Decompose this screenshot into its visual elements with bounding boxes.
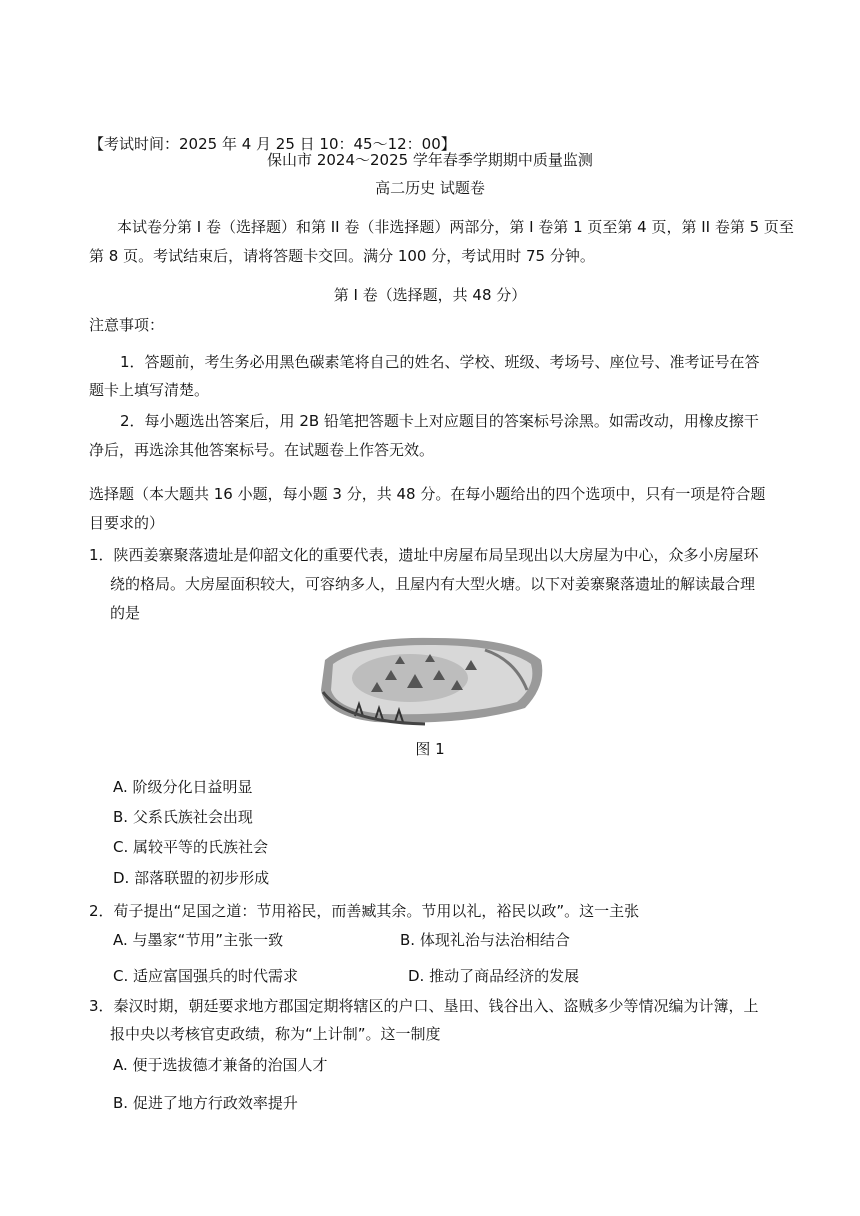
question-2-option-b: B. 体现礼治与法治相结合 [400,931,570,949]
question-1-option-d: D. 部落联盟的初步形成 [113,869,270,887]
notice-line: 题卡上填写清楚。 [89,381,210,399]
question-3-stem: 报中央以考核官吏政绩，称为“上计制”。这一制度 [110,1025,441,1043]
question-3-stem: 3．秦汉时期，朝廷要求地方郡国定期将辖区的户口、垦田、钱谷出入、盗贼多少等情况编为计簿，上 [89,997,759,1015]
exam-time: 【考试时间：2025 年 4 月 25 日 10：45～12：00】 [89,135,456,153]
question-2-option-c: C. 适应富国强兵的时代需求 [113,967,299,985]
notice-title: 注意事项： [89,316,165,334]
question-1-option-b: B. 父系氏族社会出现 [113,808,253,826]
intro-line: 第 8 页。考试结束后，请将答题卡交回。满分 100 分，考试用时 75 分钟。 [89,247,595,265]
figure-caption: 图 1 [415,740,445,758]
intro-line: 本试卷分第 I 卷（选择题）和第 II 卷（非选择题）两部分，第 I 卷第 1 页至第 4 页，第 II 卷第 5 页至 [117,218,794,236]
notice-line: 2．每小题选出答案后，用 2B 铅笔把答题卡上对应题目的答案标号涂黑。如需改动，用橡皮擦干 [120,412,759,430]
question-2-option-d: D. 推动了商品经济的发展 [408,967,580,985]
section-intro-line: 选择题（本大题共 16 小题，每小题 3 分，共 48 分。在每小题给出的四个选项中，只有一项是符合题 [89,485,766,503]
question-3-option-b: B. 促进了地方行政效率提升 [113,1094,298,1112]
question-3-option-a: A. 便于选拔德才兼备的治国人才 [113,1056,328,1074]
notice-line: 净后，再选涂其他答案标号。在试题卷上作答无效。 [89,441,435,459]
question-1-stem: 绕的格局。大房屋面积较大，可容纳多人，且屋内有大型火塘。以下对姜寨聚落遗址的解读最合理 [110,575,756,593]
part-title: 第 I 卷（选择题，共 48 分） [333,286,527,304]
notice-line: 1．答题前，考生务必用黑色碳素笔将自己的姓名、学校、班级、考场号、座位号、准考证号在答 [120,353,760,371]
exam-subtitle: 高二历史 试题卷 [375,179,485,197]
question-1-stem: 1．陕西姜寨聚落遗址是仰韶文化的重要代表，遗址中房屋布局呈现出以大房屋为中心，众多小房屋环 [89,546,759,564]
question-1-option-c: C. 属较平等的氏族社会 [113,838,269,856]
question-2-option-a: A. 与墨家“节用”主张一致 [113,931,284,949]
section-intro-line: 目要求的） [89,514,165,532]
question-1-option-a: A. 阶级分化日益明显 [113,778,253,796]
question-1-stem: 的是 [110,604,141,622]
settlement-illustration [315,630,545,728]
exam-title: 保山市 2024～2025 学年春季学期期中质量监测 [267,151,593,169]
question-2-stem: 2．荀子提出“足国之道：节用裕民，而善臧其余。节用以礼，裕民以政”。这一主张 [89,902,640,920]
